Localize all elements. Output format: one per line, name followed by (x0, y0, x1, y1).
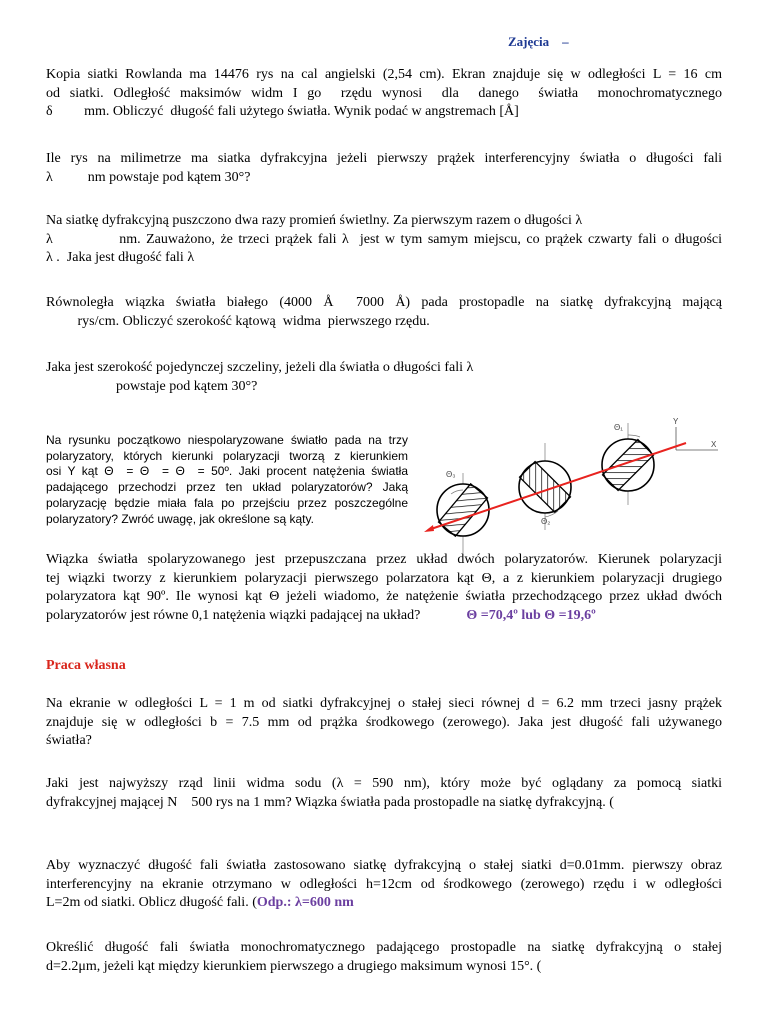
beam-arrow-icon (424, 525, 434, 532)
text-line: Określić długość fali światła monochromatycznego padającego prostopadle na siatkę dyfrakcyjną o stałej (46, 940, 722, 955)
answer: Θ =70,4º lub Θ =19,6º (466, 607, 596, 623)
text-line: dyfrakcyjnej mającej N 500 rys na 1 mm? Wiązka światła pada prostopadle na siatkę dyfrakcyjną. ( (46, 794, 614, 810)
polarizer-1 (437, 484, 489, 536)
text-line: osi Y kąt Θ = Θ = Θ = 50º. Jaki procent natężenia światła (46, 464, 408, 479)
text-line: Ile rys na milimetrze ma siatka dyfrakcyjna jeżeli pierwszy prążek interferencyjny światła o długości fali (46, 151, 722, 166)
text-line: λ nm. Zauważono, że trzeci prążek fali λ jest w tym samym miejscu, co prążek czwarty fali o długości (46, 231, 722, 247)
homework-3 (46, 857, 722, 913)
text-line: Jaka jest szerokość pojedynczej szczeliny, jeżeli dla światła o długości fali λ (46, 360, 474, 375)
text-line: powstaje pod kątem 30°? (46, 378, 258, 394)
text-line: padającego przechodzi przez ten układ polaryzatorów? Jaką (46, 480, 408, 495)
text-line: światła? (46, 733, 92, 748)
problem-5 (46, 359, 722, 396)
text-line: d=2.2μm, jeżeli kąt między kierunkiem pierwszego a drugiego maksimum wynosi 15°. ( (46, 958, 542, 974)
section-heading: Praca własna (46, 658, 126, 673)
y-axis-label: Y (673, 417, 679, 426)
text-line: polaryzatory, których kierunki polaryzacji tworzą z kierunkiem (46, 448, 408, 463)
text-line: Kopia siatki Rowlanda ma 14476 rys na cal angielski (2,54 cm). Ekran znajduje się w odległości L = 16 cm (46, 67, 722, 82)
text-line: λ . Jaka jest długość fali λ (46, 250, 195, 265)
problem-4 (46, 294, 722, 331)
polarizer-problem (46, 551, 722, 625)
homework-4 (46, 939, 722, 976)
text-line: Na rysunku początkowo niespolaryzowane światło pada na trzy (46, 433, 408, 447)
text-line (46, 607, 722, 626)
text-line: Na siatkę dyfrakcyjną puszczono dwa razy promień świetlny. Za pierwszym razem o długości λ (46, 213, 583, 228)
text-line: od siatki. Odległość maksimów widm I go rzędu wynosi dla danego światła monochromatycznego (46, 85, 722, 101)
homework-2 (46, 775, 722, 812)
polarizers-diagram (418, 405, 738, 560)
text-line: znajduje się w odległości b = 7.5 mm od prążka środkowego (zerowego). Jaka jest długość fali używanego (46, 714, 722, 730)
text-line-body: polaryzatorów jest równe 0,1 natężenia wiązki padającej na układ? (46, 607, 421, 623)
text-line: Na ekranie w odległości L = 1 m od siatki dyfrakcyjnej o stałej sieci równej d = 6.2 mm trzeci jasny prążek (46, 696, 722, 711)
figure-problem (46, 433, 408, 527)
text-line: interferencyjny na ekranie otrzymano w odległości h=12cm od środkowego (zerowego) rzędu i w odległości (46, 876, 722, 892)
homework-1 (46, 695, 722, 751)
text-line: Wiązka światła spolaryzowanego jest przepuszczana przez układ dwóch polaryzatorów. Kierunek polaryzacji (46, 552, 722, 567)
text-line: Jaki jest najwyższy rząd linii widma sodu (λ = 590 nm), który może być oglądany za pomocą siatki (46, 776, 722, 791)
text-line: rys/cm. Obliczyć szerokość kątową widma pierwszego rzędu. (46, 313, 430, 329)
theta1-label: Θ₁ (614, 423, 623, 432)
theta3-label: Θ₃ (446, 470, 456, 479)
problem-2 (46, 150, 722, 187)
text-line: λ nm powstaje pod kątem 30°? (46, 169, 251, 185)
problem-1 (46, 66, 722, 122)
text-line: polaryzację będzie miała fala po przejściu przez poszczególne (46, 495, 408, 510)
text-line: Aby wyznaczyć długość fali światła zastosowano siatkę dyfrakcyjną o stałej siatki d=0.01mm. pierwszy obraz (46, 858, 722, 873)
polarizer-2 (519, 461, 571, 513)
text-line: δ mm. Obliczyć długość fali użytego światła. Wynik podać w angstremach [Å] (46, 104, 519, 119)
answer: Odp.: λ=600 nm (256, 895, 354, 910)
text-line (46, 894, 722, 913)
x-axis-label: X (711, 440, 717, 449)
theta1-arc (628, 435, 640, 437)
text-line-body: L=2m od siatki. Oblicz długość fali. ( (46, 895, 257, 910)
page-title: Zajęcia – (508, 34, 569, 49)
polarizer-3 (602, 439, 654, 491)
text-line: polaryzatory? Zwróć uwagę, jak określone są kąty. (46, 511, 314, 526)
text-line: polaryzatora kąt 90º. Ile wynosi kąt Θ jeżeli wiadomo, że natężenie światła przechodzącego przez układ dwóch (46, 589, 722, 604)
problem-3 (46, 212, 722, 268)
text-line: Równoległa wiązka światła białego (4000 Å 7000 Å) pada prostopadle na siatkę dyfrakcyjną mającą (46, 295, 722, 310)
text-line: tej wiązki tworzy z kierunkiem polaryzacji pierwszego polarzatora kąt Θ, a z kierunkiem polaryzacji drugiego (46, 570, 722, 586)
theta2-label: Θ₂ (541, 517, 551, 526)
